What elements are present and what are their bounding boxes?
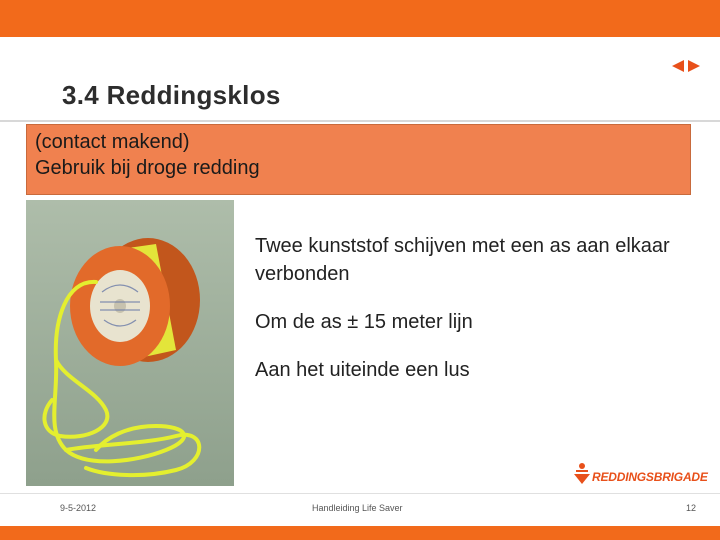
footer-divider [0,493,720,494]
reddingsbrigade-logo [570,460,708,488]
reel-with-yellow-line-photo [26,200,234,486]
footer-page-number: 12 [686,503,697,513]
footer-date: 9-5-2012 [60,503,97,513]
slide-title: 3.4 Reddingsklos [62,80,281,110]
bullet-list [255,232,695,404]
reddingsbrigade-logo-icon [572,462,592,486]
callout-box [26,124,691,195]
footer-title: Handleiding Life Saver [312,503,403,513]
logo-text: REDDINGSBRIGADE [592,470,708,484]
bullet-item: Aan het uiteinde een lus [255,359,470,381]
next-slide-arrow-icon[interactable] [688,60,700,72]
callout-line-1: (contact makend) [35,131,190,153]
bullet-item: Om de as ± 15 meter lijn [255,311,473,333]
slide-navigation [668,60,708,74]
bullet-item: Twee kunststof schijven met een as aan elkaar verbonden [255,235,670,285]
previous-slide-arrow-icon[interactable] [672,60,684,72]
bottom-accent-bar [0,526,720,540]
top-accent-bar [0,0,720,37]
title-divider [0,120,720,122]
callout-line-2: Gebruik bij droge redding [35,157,260,179]
